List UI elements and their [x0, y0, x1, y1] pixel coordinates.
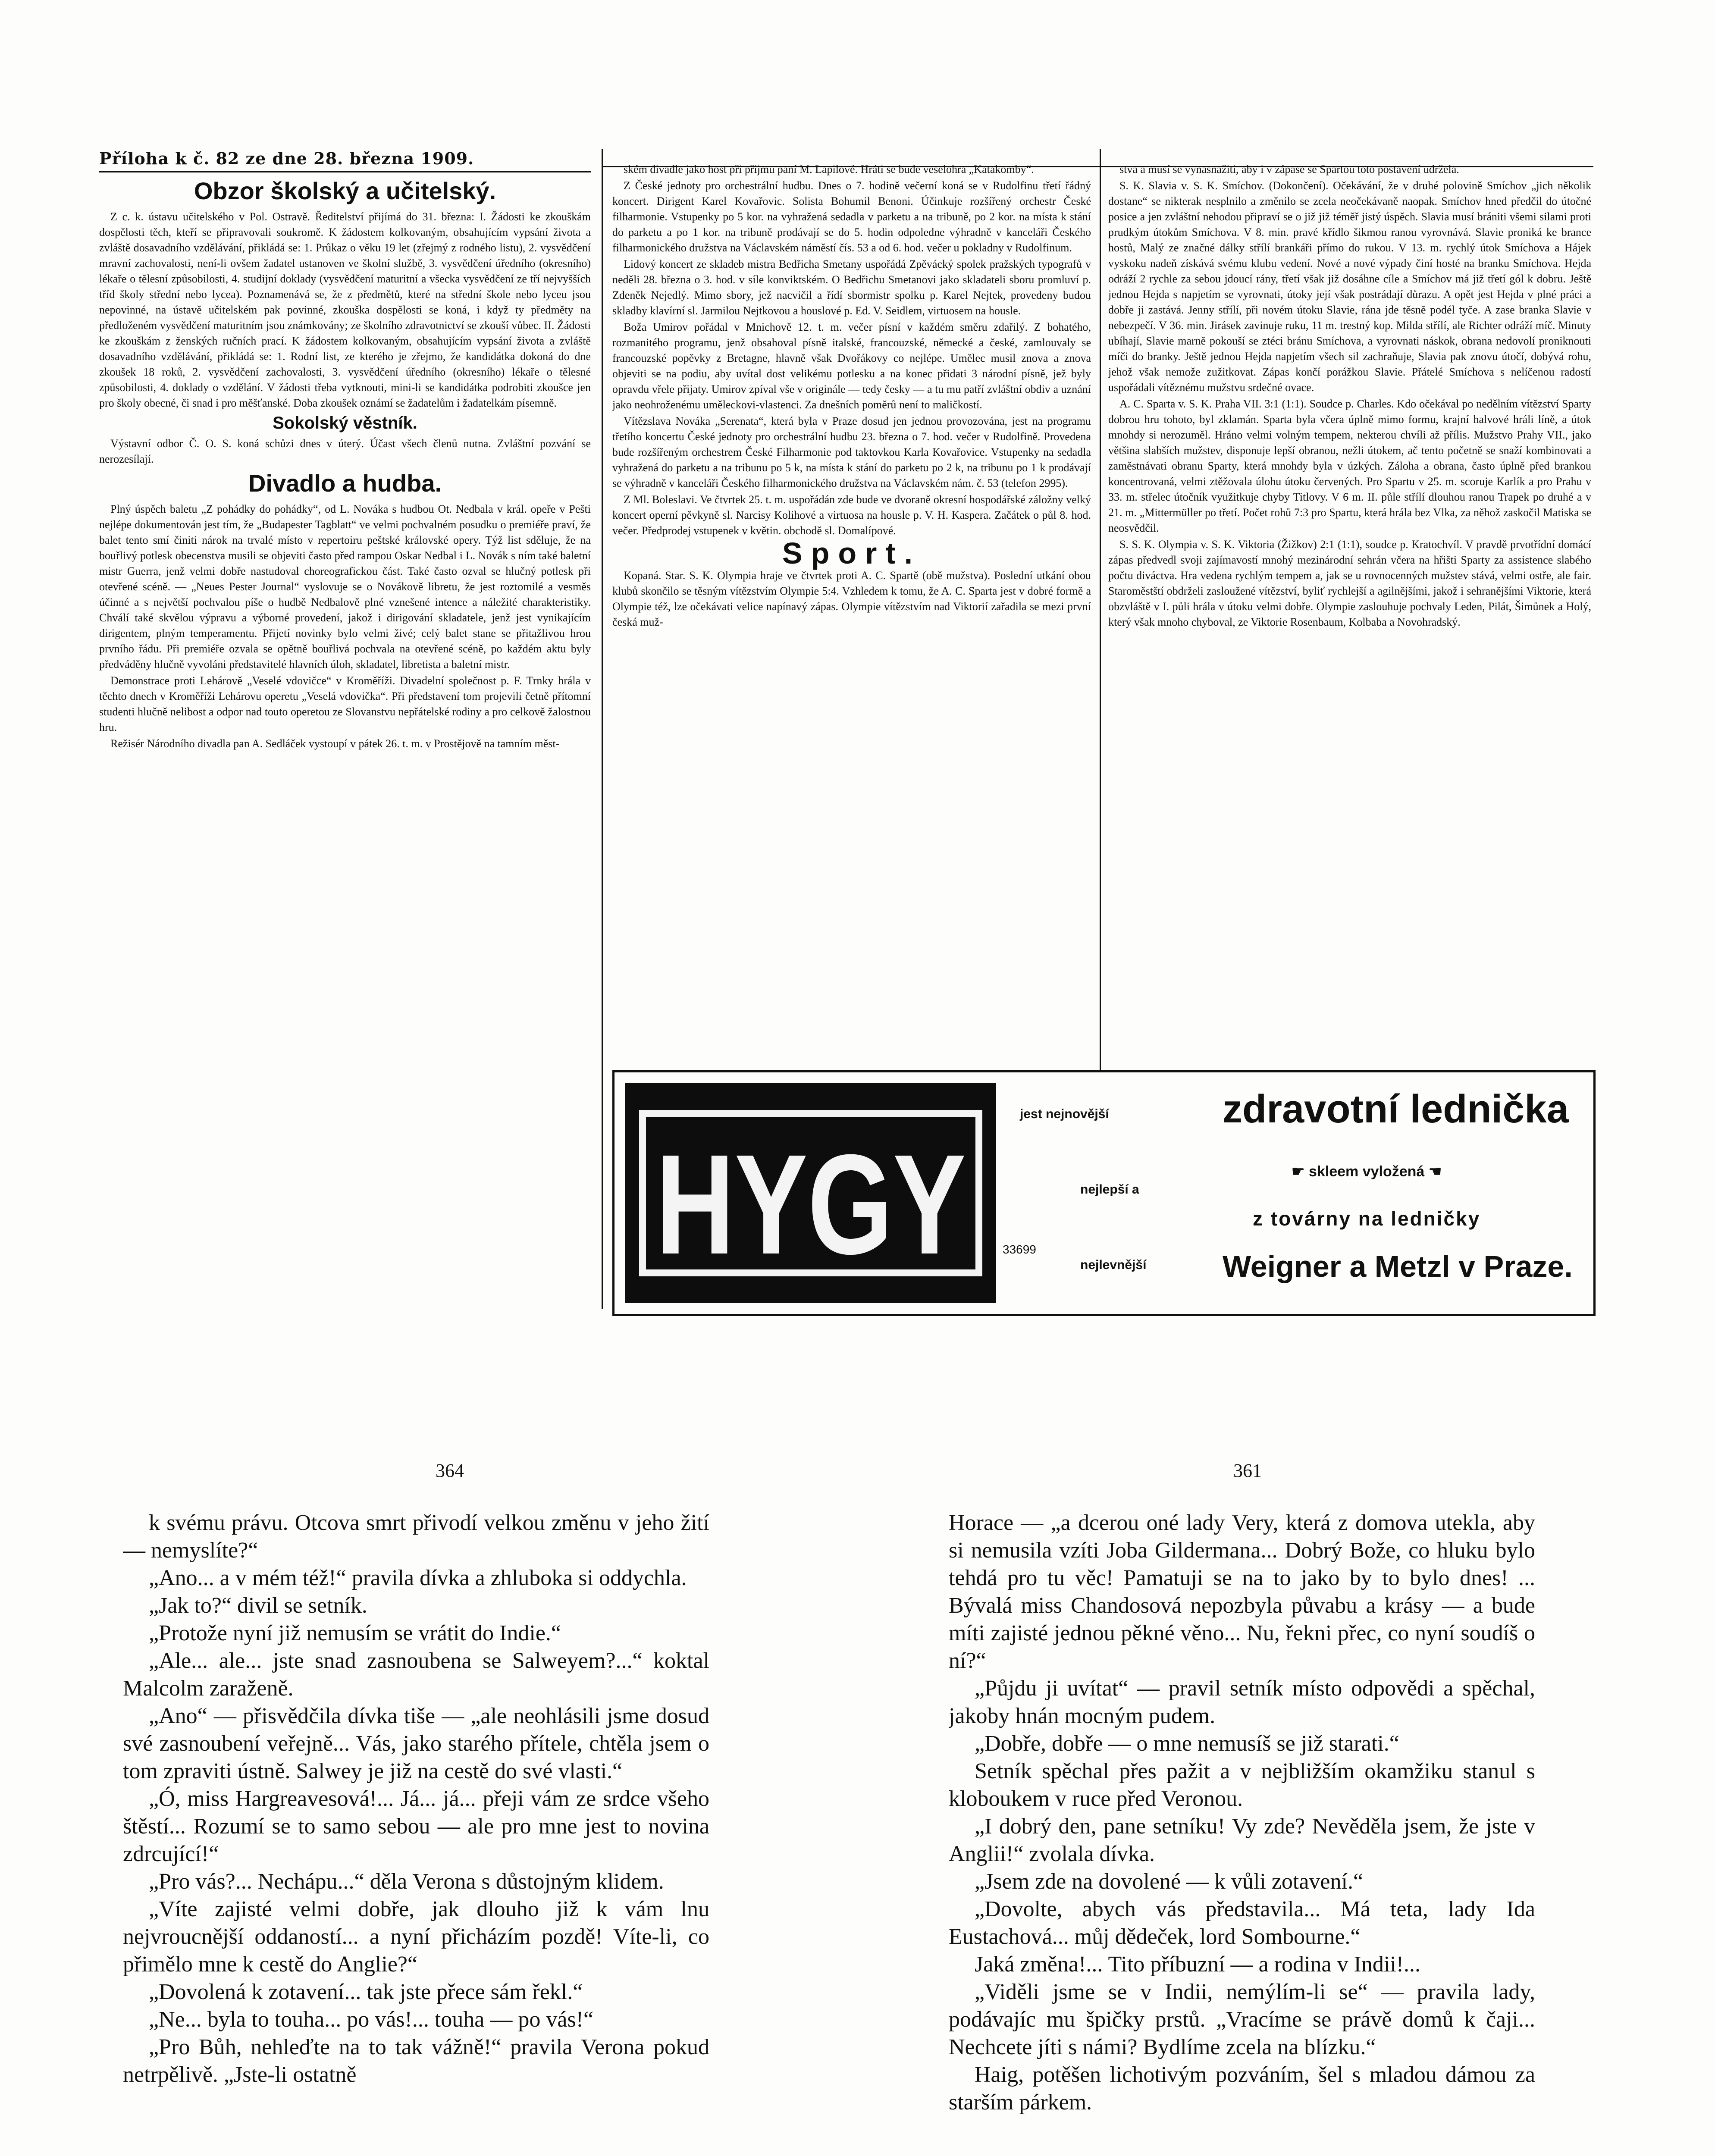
- column-rule-1: [602, 149, 603, 1309]
- article-theatre-2: Demonstrace proti Lehárově „Veselé vdovičce“ v Kroměříži. Divadelní společnost p. F. Trnky hrála v těchto dnech v Kroměříži Lehárovu operetu „Veselá vdovička“. Při představení tom projevili četně přítomní studenti hlučně nelibost a odpor nad touto operetou ze Slovanstvu nepřátelské rodiny a pro celkově žalostnou hru.: [99, 674, 591, 733]
- column-rule-2: [1100, 149, 1101, 1072]
- novel-left-p3: „Jak to?“ divil se setník.: [149, 1593, 367, 1618]
- article-col3-1: stva a musí se vynasnažiti, aby i v zápase se Spartou toto postavení udržela.: [1119, 163, 1459, 175]
- section-title-sokol: Sokolský věstník.: [273, 414, 417, 432]
- advertisement-box: [612, 1070, 1596, 1316]
- issue-header: Příloha k č. 82 ze dne 28. března 1909.: [99, 149, 591, 172]
- ad-number: 33699: [1003, 1243, 1036, 1256]
- ad-line-newest: jest nejnovější: [1020, 1107, 1109, 1121]
- column-2: [612, 162, 1091, 1067]
- column-3: [1108, 162, 1591, 1067]
- article-col2-5: Vítězslava Nováka „Serenata“, která byla v Praze dosud jen jednou provozována, jest na programu třetího koncertu České jednoty pro orchestrální hudbu 23. března o 7. hod. večer v Rudolfině. Provedena bude rozšířeným orchestrem České Filharmonie pod taktovkou Karla Kovařovice. Vstupenky na sedadla vyhražená do parketu a na tribunu po 5 k, na místa k stání do parketu po 2 k, na tribunu po 1 k prodávají se výhradně v kanceláři Českého filharmonického družstva na Václavském nám. č. 53 (telefon 2995).: [612, 415, 1091, 489]
- ad-line-cheapest: nejlevnější: [1080, 1258, 1147, 1272]
- ad-feature: [1292, 1163, 1442, 1180]
- ad-maker-line: z továrny na ledničky: [1253, 1207, 1481, 1230]
- novel-left-p12: „Pro Bůh, nehleďte na to tak vážně!“ pravila Verona pokud netrpělivě. „Jste-li ostatně: [123, 2035, 709, 2087]
- novel-right-p7: „Dovolte, abych vás představila... Má teta, lady Ida Eustachová... můj dědeček, lord Sombourne.“: [949, 1897, 1535, 1949]
- novel-left-p5: „Ale... ale... jste snad zasnoubena se Salweyem?...“ koktal Malcolm zaraženě.: [123, 1648, 709, 1701]
- article-col3-4: S. S. K. Olympia v. S. K. Viktoria (Žižkov) 2:1 (1:1), soudce p. Kratochvíl. V pravdě prvotřídní domácí zápas předvedl svoji zajímavostí mnohý mezinárodní sehrán včera na hřišti Sparty za assistence slabého počtu diváctva. Hra vedena rychlým tempem a, jak se u rovnocenných mužstev stává, velmi ostře, ale fair. Staroměstští obdrželi zasloužené vítězství, byliť rychlejší a agilnějšími, jakož i sehranějšími Viktorie, která obzvláště v I. půli hrála v útoku velmi dobře. Olympie zaslouhuje pochvaly Leden, Pilát, Šimůnek a Holý, který však mnoho chyboval, ze Viktorie Rosenbaum, Kolbaba a Novohradský.: [1108, 538, 1591, 628]
- pointing-hand-icon: ☛: [1292, 1163, 1309, 1180]
- hygy-logo: [625, 1083, 996, 1303]
- novel-left-p9: „Víte zajisté velmi dobře, jak dlouho již k vám lnu nejvroucnější oddaností... a nyní přicházím pozdě! Víte-li, co přimělo mne k cestě do Anglie?“: [123, 1897, 709, 1977]
- article-col3-3: A. C. Sparta v. S. K. Praha VII. 3:1 (1:1). Soudce p. Charles. Kdo očekával po nedělním vítězství Sparty dobrou hru tohoto, byl zklamán. Sparta byla včera úplně mimo formu, krajní halvové hráli líně, a útok mnohdy si nerozuměl. Hráno velmi volným tempem, nekterou chvíli až přílis. Mužstvo Prahy VII., jako většina slabších mužstev, disponuje lepší obranou, nežli útokem, ač tento početně se snaží kombinovati a zaměstnávati obranu Sparty, která mnohdy byla v úzkých. Záloha a obrana, často úplně před brankou koncentrovaná, velmi ztěžovala úlohu útoku červených. Pro Spartu v 25. m. scoruje Karlík a pro Prahu v 33. m. střelec útočník využitkuje chyby Titlovy. V 6 m. II. půle střílí dlouhou ranou Trapek po druhé a v 21. m. „Mittermüller po třetí. Počet rohů 7:3 pro Spartu, která hrála bez Vlka, za něhož zaskočil Matiska se neosvědčil.: [1108, 398, 1591, 534]
- ad-feature-text: skleem vyložená: [1308, 1163, 1425, 1180]
- novel-left-p10: „Dovolená k zotavení... tak jste přece sám řekl.“: [149, 1980, 583, 2004]
- column-1: [99, 175, 591, 1309]
- section-title-school: Obzor školský a učitelský.: [194, 177, 496, 204]
- novel-right-p3: „Dobře, dobře — o mne nemusíš se již starati.“: [975, 1731, 1399, 1756]
- novel-right-p4: Setník spěchal přes pažit a v nejbližším okamžiku stanul s kloboukem v ruce před Veronou.: [949, 1759, 1535, 1811]
- article-col2-6: Z Ml. Boleslavi. Ve čtvrtek 25. t. m. uspořádán zde bude ve dvoraně okresní hospodářské záložny velký koncert operní pěvkyně sl. Narcisy Kolihové a virtuosa na housle p. V. H. Kaspera. Začátek o půl 8. hod. večer. Předprodej vstupenek v květin. obchodě sl. Domalípové.: [612, 493, 1091, 537]
- novel-left-p11: „Ne... byla to touha... po vás!... touha — po vás!“: [149, 2007, 594, 2032]
- novel-right-p5: „I dobrý den, pane setníku! Vy zde? Nevěděla jsem, že jste v Anglii!“ zvolala dívka.: [949, 1814, 1535, 1866]
- novel-left-p4: „Protože nyní již nemusím se vrátit do Indie.“: [149, 1621, 561, 1645]
- ad-maker: Weigner a Metzl v Praze.: [1223, 1250, 1573, 1283]
- article-col2-2: Z České jednoty pro orchestrální hudbu. Dnes o 7. hodině večerní koná se v Rudolfinu třetí řádný koncert. Dirigent Karel Kovařovic. Solista Bohumil Benoni. Účinkuje rozšířený orchestr České filharmonie. Vstupenky po 5 kor. na vyhražená sedadla v parketu a na tribuně, po 2 kor. na místa k stání do parketu a po 1 kor. na tribuně prodávají se do 5. hodin odpoledne výhradně v kanceláři Českého filharmonického družstva na Václavském náměstí čís. 53 a od 6. hod. večer u pokladny v Rudolfinum.: [612, 179, 1091, 254]
- novel-left-p6: „Ano“ — přisvědčila dívka tiše — „ale neohlásili jsme dosud své zasnoubení veřejně... Vás, jako starého přítele, chtěla jsem o tom zpraviti ústně. Salwey je již na cestě do své vlasti.“: [123, 1704, 709, 1783]
- article-col2-3: Lidový koncert ze skladeb mistra Bedřicha Smetany uspořádá Zpěvácký spolek pražských typografů v neděli 28. března o 3. hod. v síle konviktském. O Bedřichu Smetanovi jako skladateli sboru promluví p. Zdeněk Nejedlý. Mimo sbory, jež nacvičil a řídí sbormistr spolku p. Karel Nejtek, provedeny budou skladby klavírní sl. Jarmilou Nejtkovou a houslové p. Ed. V. Seidlem, virtuosem na housle.: [612, 258, 1091, 317]
- ad-line-best: nejlepší a: [1080, 1182, 1139, 1197]
- novel-right-p8: Jaká změna!... Tito příbuzní — a rodina v Indii!...: [975, 1952, 1421, 1977]
- novel-right-p2: „Půjdu ji uvítat“ — pravil setník místo odpovědi a spěchal, jakoby hnán mocným pudem.: [949, 1676, 1535, 1728]
- section-title-theatre: Divadlo a hudba.: [248, 470, 442, 497]
- novel-right-p1: Horace — „a dcerou oné lady Very, která z domova utekla, aby si nemusila vzíti Joba Gildermana... Dobrý Bože, co hluku bylo tehdá pro tu věc! Pamatuji se na to jako by to bylo dnes! ... Bývalá miss Chandosová nepozbyla půvabu a krásy — a bude míti zajisté jednou pěkné věno... Nu, řekni přec, co nyní soudíš o ní?“: [949, 1510, 1535, 1673]
- article-theatre-1: Plný úspěch baletu „Z pohádky do pohádky“, od L. Nováka s hudbou Ot. Nedbala v král. opeře v Pešti nejlépe dokumentován jest tím, že „Budapester Tagblatt“ ve velmi pochvalném posudku o premiéře praví, že balet tento smí činiti nárok na trvalé místo v repertoiru peštské královské opery. Týž list sděluje, že na bouřlivý potlesk obecenstva musili se objeviti často před rampou Oskar Nedbal i L. Novák s ním také baletní mistr Guerra, jenž velmi dobře nastudoval choreografickou část. Také často ozval se hlučný potlesk při otevřené scéně. — „Neues Pester Journal“ vyslovuje se o Novákově libretu, že jest roztomilé a vesměs účinné a s největší pochvalou píše o hudbě Nedbalově plné vznešené intence a náležité charakteristiky. Chválí také skvělou výpravu a výborné provedení, jakož i dirigování skladatele, jenž jest vynikajícím dirigentem, plným temperamentu. Přijetí novinky bylo velmi živé; celý balet stane se přitažlivou hrou prvního řádu. Při premiéře ozvala se opětně bouřlivá pochvala na otevřené scéně, po každém aktu byly předváděny hlučně vyvoláni představitelé hlavních úloh, skladatel, libretista a baletní mistr.: [99, 503, 591, 671]
- novel-left-p2: „Ano... a v mém též!“ pravila dívka a zhluboka si oddychla.: [149, 1566, 687, 1590]
- article-col2-4: Boža Umirov pořádal v Mnichově 12. t. m. večer písní v každém směru zdařilý. Z bohatého, rozmanitého programu, jenž obsahoval písně italské, francouzské, německé a české, zamlouvaly se francouzské popěvky z Bretagne, hlavně však Dvořákovy co nejlépe. Umělec musil znova a znova objeviti se na podiu, aby uvítal dost velikému potlesku a na konec přidati 3 národní písně, jež byly opravdu vřele přijaty. Umirov zpíval vše v originále — tedy česky — a tu mu patří zvláštní obdiv a uznání jako neohroženému uměleckovi-vlastenci. Za dnešních poměrů není to maličkostí.: [612, 321, 1091, 411]
- article-col2-1: ském divadle jako host při přijmu paní M. Lapilové. Hráti se bude veselohra „Katakomby“.: [624, 163, 1034, 175]
- novel-left-p1: k svému právu. Otcova smrt přivodí velkou změnu v jeho žití — nemyslíte?“: [123, 1510, 709, 1563]
- novel-left-p7: „Ó, miss Hargreavesová!... Já... já... přeji vám ze srdce všeho štěstí... Rozumí se to samo sebou — ale pro mne jest to novina zdrcující!“: [123, 1786, 709, 1866]
- pointing-hand-icon-right: ☚: [1424, 1163, 1442, 1180]
- hygy-logo-text: HYGY: [655, 1125, 966, 1284]
- novel-page-left: [123, 1509, 709, 2156]
- novel-left-p8: „Pro vás?... Nechápu...“ děla Verona s důstojným klidem.: [149, 1869, 664, 1894]
- novel-right-p6: „Jsem zde na dovolené — k vůli zotavení.“: [975, 1869, 1364, 1894]
- page-number-left: 364: [436, 1460, 464, 1481]
- page-number-right: 361: [1233, 1460, 1262, 1481]
- article-col3-2: S. K. Slavia v. S. K. Smíchov. (Dokončení). Očekávání, že v druhé polovině Smíchov „jich několik dostane“ se nikterak nesplnilo a změnilo se zcela neočekávaně naopak. Smíchov hned předčil do útočné posice a jen zvláštní nehodou připraví se o již již téměř jistý úspěch. Slavia musí brániti všemi silami proti prudkým útokům Smíchova. V 8. min. pravé křídlo šikmou ranou vyrovnává. Slavie proniká ke brance hostů, Malý ze značné dálky střílí brankáři přímo do rukou. V 13. m. rychlý útok Smíchova a Hájek vyskoku nadeň získává svému klubu vedení. Nové a nové výpady činí hosté na branku Smíchova. Hejda odráží 2 rychle za sebou jdoucí rány, třetí však již dosáhne cíle a Smíchov má již třetí gól k dobru. Ještě jednou Hejda s napjetím se vyrovnati, útoky její však postrádají důrazu. A opět jest Hejda v plné práci a dobře ji zastává. Jenny střílí, při novém útoku Slavie, rána jde těsně podél tyče. A zase branka Slavie v nebezpečí. V 36. min. Jirásek zavinuje ruku, 11 m. trestný kop. Milda střílí, ale Richter odráží míč. Minuty ubíhají, Slavie marně pokouší se ztéci bránu Smíchova, a vyrovnati náskok, obrana nedovolí proniknouti míči do branky. Ještě jednou Hejda napjetím všech sil zachraňuje, Slavia pak znovu útočí, dobývá rohu, jehož však nemože zužitkovat. Zápas končí porážkou Slavie. Přátelé Smíchova s nelíčenou radostí uspořádali vítěznému mužstvu srdečné ovace.: [1108, 179, 1591, 394]
- article-sokol-1: Výstavní odbor Č. O. S. koná schůzi dnes v úterý. Účast všech členů nutna. Zvláštní pozvání se nerozesílají.: [99, 437, 591, 465]
- ad-product-name: zdravotní lednička: [1223, 1087, 1569, 1131]
- section-title-sport: Sport.: [782, 536, 922, 570]
- novel-right-p10: Haig, potěšen lichotivým pozváním, šel s mladou dámou za starším párkem.: [949, 2062, 1535, 2115]
- article-school-1: Z c. k. ústavu učitelského v Pol. Ostravě. Ředitelství přijímá do 31. března: I. Žádosti ke zkouškám dospělosti těch, kteří se připravovali soukromě. K žádostem kolkovaným, obsahujícím vypsání života a zvláště dosavadního vzdělávání, přikládá se: 1. Průkaz o věku 19 let (zřejmý z rodného listu), 2. vysvědčení mravní zachovalosti, není-li ovšem žadatel ustanoven ve školní službě, 3. vysvědčení úředního (okresního) lékaře o tělesní způsobilosti, 4. studijní doklady (vysvědčení maturitní a všecka vysvědčení ze tří nejvyšších tříd školy střední nebo lycea). Poznamenává se, že z předmětů, které na střední škole nebo lyceu jsou nepovinné, na ústavě učitelském pak povinné, zkouška dospělosti se koná, i když ty předměty na předloženém vysvědčení maturitním jsou známkovány; ze školního zdravotnictví se zkouší vůbec. II. Žádosti ke zkouškám z ženských ručních prací. K žádostem kolkovaným, obsahujícím vypsání života a zvláště dosavadního vzdělávání, přikládá se: 1. Rodní list, ze kterého je zřejmo, že kandidátka dokoná do dne zkoušek 18 roků, 2. vysvědčení zachovalosti, 3. vysvědčení úředního (okresního) lékaře o tělesné způsobilosti, 4. doklady o vzdělání. V žádosti třeba vytknouti, mini-li se kandidátka podrobiti zkoušce jen pro školy obecné, či snad i pro měšťanské. Doba zkoušek oznámí se žadatelům i žadatelkám písemně.: [99, 210, 591, 409]
- novel-page-right: [949, 1509, 1535, 2156]
- article-theatre-3: Režisér Národního divadla pan A. Sedláček vystoupí v pátek 26. t. m. v Prostějově na tamním měst-: [110, 737, 560, 750]
- novel-right-p9: „Viděli jsme se v Indii, nemýlím-li se“ — pravila lady, podávajíc mu špičky prstů. „Vracíme se právě domů k čaji... Nechcete jíti s námi? Bydlíme zcela na blízku.“: [949, 1980, 1535, 2059]
- article-sport-1: Kopaná. Star. S. K. Olympia hraje ve čtvrtek proti A. C. Spartě (obě mužstva). Poslední utkání obou klubů skončilo se těsným vítězstvím Olympie 5:4. Vzhledem k tomu, že A. C. Sparta jest v dobré formě a Olympie též, lze očekávati velice napínavý zápas. Olympie vítězstvím nad Viktorií zařadila se mezi první česká muž-: [612, 569, 1091, 628]
